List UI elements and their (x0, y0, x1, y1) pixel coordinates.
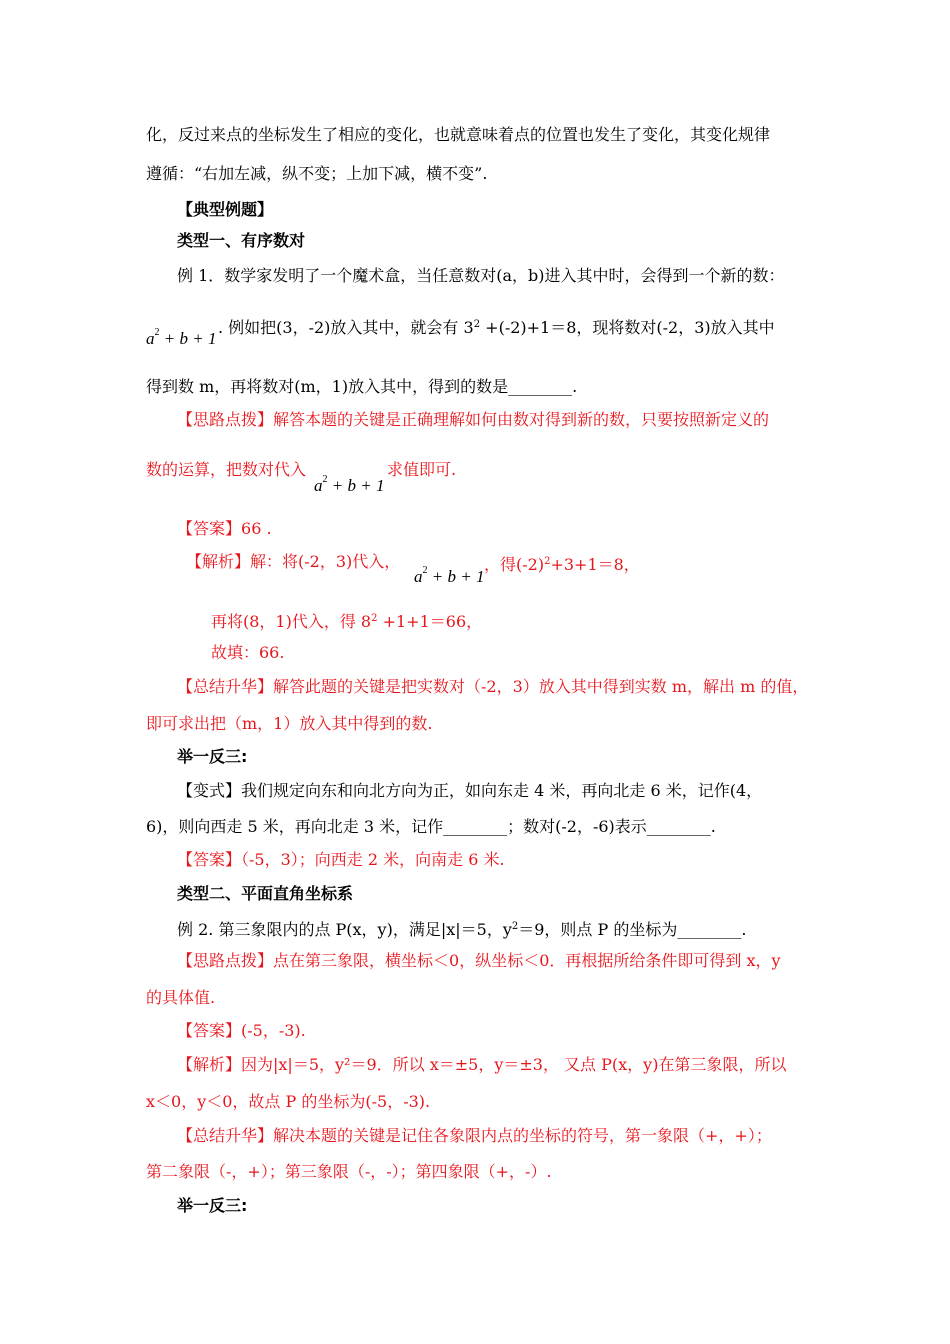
text-line: 遵循：“右加左减，纵不变；上加下减，横不变”. (146, 164, 488, 183)
solution-text: x＜0，y＜0，故点 P 的坐标为(-5，-3). (146, 1092, 431, 1111)
formula (146, 327, 216, 349)
answer-text: 66 . (241, 519, 272, 538)
summary-text: 第二象限（-，+）；第三象限（-，-）；第四象限（+，-）. (146, 1162, 552, 1181)
hint-text: 的具体值. (146, 988, 216, 1007)
answer-line: 【答案】（-5，3）；向西走 2 米，向南走 6 米. (177, 850, 505, 869)
solution-text: 再将(8，1)代入，得 $8^2 +1+1=66$， (211, 612, 483, 631)
formula-var-a: a (146, 329, 155, 348)
answer-tag: 【答案】 (177, 519, 242, 538)
solution-text: 故填：66. (211, 643, 285, 662)
hint-text: 数的运算，把数对代入 (146, 460, 307, 479)
practice-heading: 举一反三: (177, 747, 248, 766)
hint-paragraph: 【思路点拨】点在第三象限，横坐标＜0，纵坐标＜0．再根据所给条件即可得到 x，y (177, 951, 781, 970)
example-text: 例 1．数学家发明了一个魔术盒，当任意数对(a，b)进入其中时，会得到一个新的数： (177, 266, 785, 285)
formula: $a^2 + b + 1$ (414, 565, 485, 586)
example-text: . 例如把(3，-2)放入其中，就会有 $3^2 +(-2)+1=8$，现将数对(-2，3)放入其中 (218, 318, 775, 337)
summary-tag: 【总结升华】 (177, 1126, 274, 1145)
summary-paragraph: 【总结升华】解决本题的关键是记住各象限内点的坐标的符号，第一象限（+，+）； (177, 1126, 772, 1145)
text-line: 化，反过来点的坐标发生了相应的变化，也就意味着点的位置也发生了变化，其变化规律 (146, 125, 771, 144)
solution-line: 【解析】因为|x|＝5，y²＝9．所以 x＝±5，y＝±3， 又点 P(x，y)在第三象限，所以 (177, 1055, 787, 1074)
solution-tag: 【解析】 (186, 552, 251, 571)
example-text: 例 2. 第三象限内的点 P(x，y)，满足|x|＝5，$y^2=9$，则点 P 的坐标为________. (177, 920, 747, 939)
variant-tag: 【变式】 (177, 781, 242, 800)
variant-line: 【变式】我们规定向东和向北方向为正，如向东走 4 米，再向北走 6 米，记作(4， (177, 781, 763, 800)
solution-text: ，得$(-2)^2+3+1=8$， (484, 555, 640, 574)
formula-exponent: 2 (154, 327, 160, 338)
answer-tag: 【答案】 (177, 850, 242, 869)
hint-paragraph (177, 409, 769, 431)
type-heading: 类型二、平面直角坐标系 (177, 884, 354, 903)
answer-line (177, 518, 272, 540)
solution-tag: 【解析】 (177, 1055, 242, 1074)
formula: $a^2 + b + 1$ (314, 474, 385, 495)
summary-tag: 【总结升华】 (177, 677, 274, 696)
solution-line: 【解析】解：将(-2，3)代入， (186, 552, 401, 571)
summary-paragraph: 【总结升华】解答此题的关键是把实数对（-2，3）放入其中得到实数 m，解出 m 的值， (177, 677, 809, 696)
hint-tag: 【思路点拨】 (177, 410, 274, 429)
hint-text: 求值即可. (387, 460, 457, 479)
hint-text: 解答本题的关键是正确理解如何由数对得到新的数，只要按照新定义的 (273, 410, 770, 429)
answer-tag: 【答案】 (177, 1021, 242, 1040)
hint-tag: 【思路点拨】 (177, 951, 274, 970)
summary-text: 即可求出把（m，1）放入其中得到的数. (146, 714, 433, 733)
formula-rest: + b + 1 (159, 329, 217, 348)
practice-heading: 举一反三: (177, 1196, 248, 1215)
answer-line: 【答案】(-5，-3). (177, 1021, 306, 1040)
type-heading: 类型一、有序数对 (177, 231, 306, 250)
example-text: 得到数 m，再将数对(m，1)放入其中，得到的数是________. (146, 377, 578, 396)
section-heading: 【典型例题】 (177, 200, 274, 219)
variant-text: 6)，则向西走 5 米，再向北走 3 米，记作________；数对(-2，-6)表示________. (146, 817, 716, 836)
